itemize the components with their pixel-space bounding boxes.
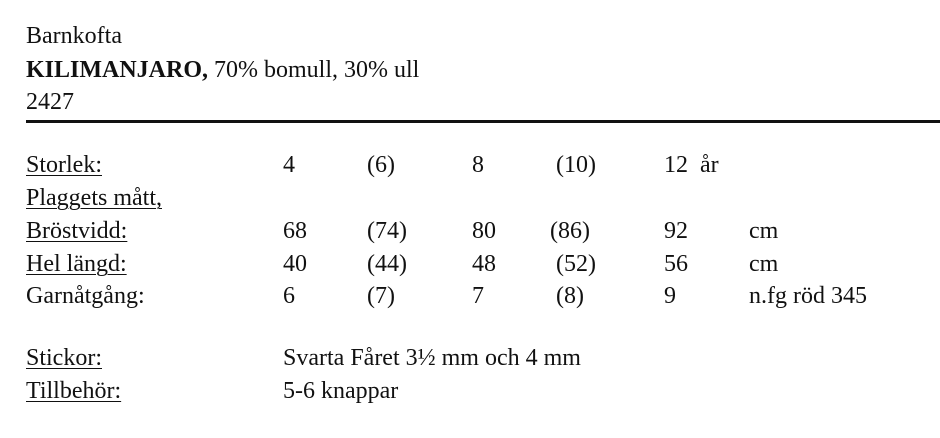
chest-width-label: Bröstvidd: <box>26 218 128 244</box>
yarn-consumption-value: (8) <box>556 283 584 309</box>
accessories-label: Tillbehör: <box>26 378 122 404</box>
pattern-title <box>26 56 419 84</box>
size-label: Storlek: <box>26 152 102 178</box>
chest-width-value: 68 <box>283 218 307 244</box>
yarn-consumption-value: 6 <box>283 283 295 309</box>
yarn-consumption-value: 7 <box>472 283 484 309</box>
pattern-number: 2427 <box>26 89 74 115</box>
yarn-color: n.fg röd 345 <box>749 283 867 309</box>
chest-width-value: 92 <box>664 218 688 244</box>
total-length-label: Hel längd: <box>26 251 127 277</box>
size-value: 12 år <box>664 152 719 178</box>
yarn-consumption-value: 9 <box>664 283 676 309</box>
garment-measurements-heading: Plaggets mått, <box>26 185 162 211</box>
garment-type: Barnkofta <box>26 23 122 49</box>
accessories-value: 5-6 knappar <box>283 378 399 404</box>
yarn-consumption-label: Garnåtgång: <box>26 283 145 309</box>
header-divider <box>26 120 940 123</box>
pattern-name: KILIMANJARO, <box>26 57 209 83</box>
total-length-value: 40 <box>283 251 307 277</box>
needles-label: Stickor: <box>26 345 102 371</box>
size-value: (6) <box>367 152 395 178</box>
total-length-unit: cm <box>749 251 779 277</box>
total-length-value: (44) <box>367 251 407 277</box>
yarn-consumption-value: (7) <box>367 283 395 309</box>
chest-width-value: (86) <box>550 218 590 244</box>
yarn-material: 70% bomull, 30% ull <box>208 57 420 83</box>
total-length-value: 48 <box>472 251 496 277</box>
size-value: (10) <box>556 152 596 178</box>
size-value: 8 <box>472 152 484 178</box>
total-length-value: 56 <box>664 251 688 277</box>
total-length-value: (52) <box>556 251 596 277</box>
needles-value: Svarta Fåret 3½ mm och 4 mm <box>283 345 581 371</box>
chest-width-unit: cm <box>749 218 779 244</box>
chest-width-value: 80 <box>472 218 496 244</box>
size-value: 4 <box>283 152 295 178</box>
chest-width-value: (74) <box>367 218 407 244</box>
